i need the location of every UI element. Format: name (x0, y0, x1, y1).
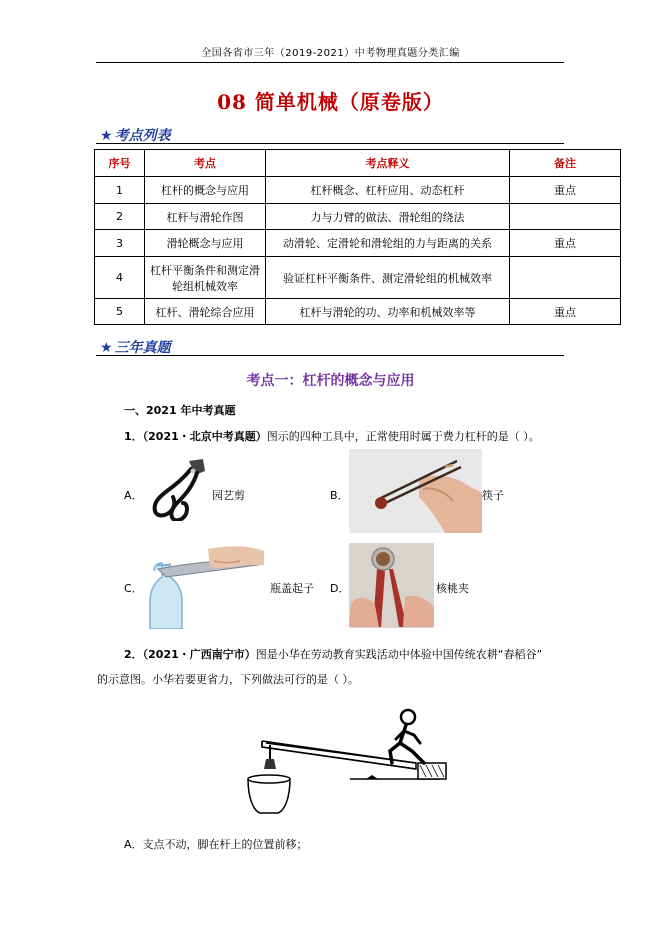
row-point: 滑轮概念与应用 (145, 230, 266, 257)
row-point: 杠杆平衡条件和测定滑轮组机械效率 (145, 257, 266, 299)
option-b-label: 筷子 (482, 489, 504, 502)
question-source: （2021・北京中考真题） (142, 430, 267, 443)
page-title: 08 简单机械（原卷版） (217, 90, 444, 114)
row-number: 3 (95, 230, 145, 257)
row-note (510, 257, 621, 299)
row-point: 杠杆的概念与应用 (145, 177, 266, 204)
question-text: 图示的四种工具中，正常使用时属于费力杠杆的是（ ）。 (266, 430, 540, 443)
table-header-row (95, 150, 621, 177)
row-point: 杠杆与滑轮作图 (145, 204, 266, 230)
row-desc: 验证杠杆平衡条件、测定滑轮组的机械效率 (266, 257, 510, 299)
table-header-cell: 序号 (95, 150, 145, 177)
rice-pounding-diagram (240, 707, 450, 819)
row-note (510, 204, 621, 230)
points-table (94, 149, 621, 325)
section-label: 考点列表 (114, 128, 171, 144)
table-row (95, 230, 621, 257)
question-1 (124, 428, 540, 444)
row-note: 重点 (510, 230, 621, 257)
question-2-line-1 (124, 646, 542, 662)
option-d-letter: D． (330, 582, 350, 595)
question-2-line-2: 的示意图。小华若要更省力，下列做法可行的是（ ）。 (97, 673, 359, 686)
row-number: 4 (95, 257, 145, 299)
section-label: 三年真题 (114, 340, 171, 356)
row-point: 杠杆、滑轮综合应用 (145, 299, 266, 325)
row-note: 重点 (510, 299, 621, 325)
bottle-opener-icon (148, 541, 266, 629)
question-number: 1． (124, 430, 143, 443)
question-source: （2021・广西南宁市） (142, 648, 256, 661)
star-icon: ★ (100, 340, 113, 356)
option-b-letter: B． (330, 489, 349, 502)
option-c-letter: C． (124, 582, 143, 595)
table-row (95, 204, 621, 230)
table-header-cell: 考点 (145, 150, 266, 177)
chopsticks-icon (349, 449, 482, 533)
section-heading-exams (100, 337, 171, 357)
section-heading-points (100, 125, 171, 145)
question-text: 图是小华在劳动教育实践活动中体验中国传统农耕“舂稻谷” (255, 648, 543, 661)
topic-title: 考点一：杠杆的概念与应用 (246, 373, 415, 389)
question-2-option-a: A．支点不动，脚在杆上的位置前移； (124, 838, 308, 851)
row-desc: 力与力臂的做法、滑轮组的绕法 (266, 204, 510, 230)
row-desc: 杠杆与滑轮的功、功率和机械效率等 (266, 299, 510, 325)
row-note: 重点 (510, 177, 621, 204)
table-header-cell: 考点释义 (266, 150, 510, 177)
table-row (95, 257, 621, 299)
row-desc: 动滑轮、定滑轮和滑轮组的力与距离的关系 (266, 230, 510, 257)
row-number: 2 (95, 204, 145, 230)
row-desc: 杠杆概念、杠杆应用、动态杠杆 (266, 177, 510, 204)
star-icon: ★ (100, 128, 113, 144)
table-row (95, 299, 621, 325)
table-row (95, 177, 621, 204)
option-c-label: 瓶盖起子 (270, 582, 314, 595)
part-label: 一、2021 年中考真题 (124, 404, 236, 417)
section-rule (96, 143, 564, 144)
question-number: 2． (124, 648, 143, 661)
header-title: 全国各省市三年（2019-2021）中考物理真题分类汇编 (201, 48, 460, 59)
section-rule (96, 355, 564, 356)
garden-shears-icon (145, 457, 209, 521)
nutcracker-icon (349, 543, 434, 628)
row-number: 5 (95, 299, 145, 325)
option-a-letter: A． (124, 489, 143, 502)
table-header-cell: 备注 (510, 150, 621, 177)
row-number: 1 (95, 177, 145, 204)
header-rule (96, 62, 564, 63)
option-d-label: 核桃夹 (436, 582, 469, 595)
option-a-label: 园艺剪 (212, 489, 245, 502)
